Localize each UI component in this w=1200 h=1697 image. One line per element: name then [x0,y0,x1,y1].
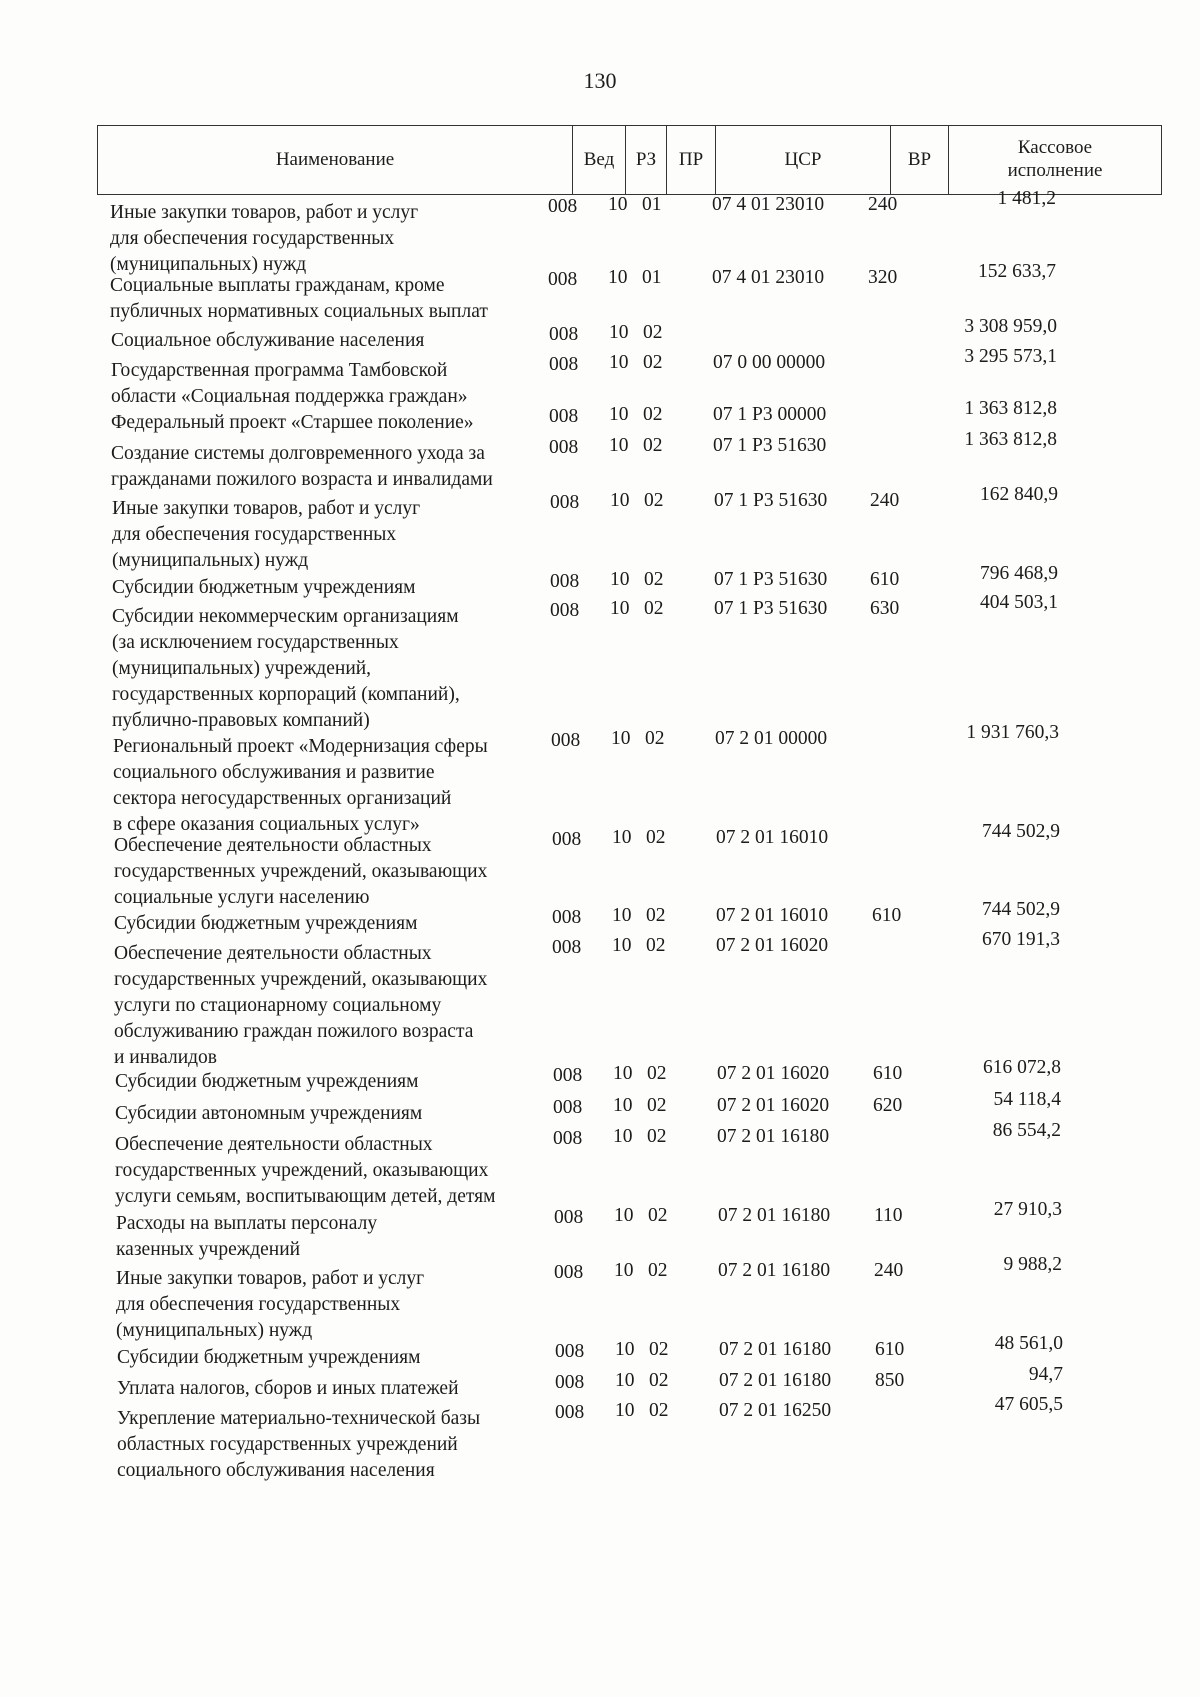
row-amount: 27 910,3 [993,1199,1062,1220]
row-amount: 3 295 573,1 [964,346,1057,367]
row-rz: 10 [615,1400,635,1421]
row-name: Социальное обслуживание населения [111,330,425,351]
row-ved: 008 [549,324,579,345]
row-name: Субсидии некоммерческим организациям (за исключением государственных (муниципальных) учреждений, государственных корпораций (компаний), публично-правовых компаний) [112,606,460,731]
row-pr: 02 [647,1095,667,1116]
row-csr: 07 2 01 16020 [716,935,829,956]
row-ved: 008 [554,1262,584,1283]
row-csr: 07 0 00 00000 [713,352,826,373]
row-ved: 008 [555,1372,585,1393]
row-rz: 10 [614,1260,634,1281]
row-name: Обеспечение деятельности областных государственных учреждений, оказывающих социальные услуги населению [114,835,488,908]
header-name: Наименование [98,126,573,194]
row-ved: 008 [552,937,582,958]
row-name: Иные закупки товаров, работ и услуг для обеспечения государственных (муниципальных) нужд [112,498,421,571]
row-pr: 02 [643,322,663,343]
row-ved: 008 [550,492,580,513]
row-csr: 07 2 01 16010 [716,905,829,926]
row-amount: 1 363 812,8 [964,398,1057,419]
row-rz: 10 [615,1339,635,1360]
row-pr: 02 [649,1370,669,1391]
header-amount: Кассовое исполнение [1007,137,1103,181]
header-csr: ЦСР [716,126,891,194]
row-vr: 320 [868,267,898,288]
row-amount: 48 561,0 [994,1333,1063,1354]
row-amount: 744 502,9 [982,821,1060,842]
row-csr: 07 2 01 16180 [717,1126,830,1147]
row-csr: 07 2 01 16180 [719,1339,832,1360]
row-ved: 008 [551,730,581,751]
row-vr: 240 [868,194,898,215]
row-name: Создание системы долговременного ухода за гражданами пожилого возраста и инвалидами [111,443,493,490]
row-name: Субсидии бюджетным учреждениям [112,577,416,598]
row-rz: 10 [609,435,629,456]
row-amount: 86 554,2 [992,1120,1061,1141]
row-csr: 07 1 Р3 51630 [714,490,828,511]
row-ved: 008 [555,1402,585,1423]
row-rz: 10 [613,1095,633,1116]
row-csr: 07 2 01 16180 [718,1260,831,1281]
row-amount: 3 308 959,0 [964,316,1057,337]
row-vr: 610 [873,1063,903,1084]
row-pr: 02 [644,490,664,511]
row-rz: 10 [615,1370,635,1391]
row-vr: 630 [870,598,900,619]
row-ved: 008 [553,1128,583,1149]
header-rz: РЗ [626,126,667,194]
row-ved: 008 [552,907,582,928]
row-rz: 10 [612,905,632,926]
row-rz: 10 [612,935,632,956]
row-amount: 796 468,9 [980,563,1058,584]
row-csr: 07 2 01 16180 [718,1205,831,1226]
row-amount: 54 118,4 [993,1089,1061,1110]
row-vr: 610 [870,569,900,590]
row-amount: 94,7 [1028,1364,1063,1385]
row-pr: 01 [642,194,662,215]
row-pr: 02 [648,1260,668,1281]
row-ved: 008 [550,600,580,621]
table-header [97,125,1162,195]
row-ved: 008 [555,1341,585,1362]
row-name: Региональный проект «Модернизация сферы социального обслуживания и развитие сектора негосударственных организаций в сфере оказания социальных услуг» [113,736,488,835]
row-amount: 616 072,8 [983,1057,1061,1078]
row-ved: 008 [549,437,579,458]
row-name: Расходы на выплаты персоналу казенных учреждений [116,1213,378,1260]
row-name: Субсидии бюджетным учреждениям [115,1071,419,1092]
row-name: Обеспечение деятельности областных государственных учреждений, оказывающих услуги по стационарному социальному обслуживанию граждан пожилого возраста и инвалидов [114,943,488,1068]
row-pr: 02 [644,598,664,619]
row-name: Субсидии бюджетным учреждениям [117,1347,421,1368]
row-pr: 02 [646,905,666,926]
row-rz: 10 [610,569,630,590]
row-vr: 610 [872,905,902,926]
row-csr: 07 1 Р3 51630 [713,435,827,456]
row-amount: 744 502,9 [982,899,1060,920]
row-vr: 620 [873,1095,903,1116]
row-name: Социальные выплаты гражданам, кроме публичных нормативных социальных выплат [110,275,488,322]
row-name: Субсидии бюджетным учреждениям [114,913,418,934]
row-rz: 10 [611,728,631,749]
row-vr: 850 [875,1370,905,1391]
row-rz: 10 [610,490,630,511]
row-rz: 10 [613,1063,633,1084]
row-csr: 07 2 01 16180 [719,1370,832,1391]
page-number: 130 [583,68,617,93]
row-pr: 02 [647,1126,667,1147]
row-csr: 07 2 01 16010 [716,827,829,848]
row-vr: 240 [870,490,900,511]
row-amount: 1 363 812,8 [964,429,1057,450]
row-amount: 9 988,2 [1003,1254,1062,1275]
row-pr: 02 [647,1063,667,1084]
row-csr: 07 1 Р3 51630 [714,598,828,619]
row-name: Федеральный проект «Старшее поколение» [111,412,474,433]
row-amount: 162 840,9 [980,484,1058,505]
row-pr: 02 [646,827,666,848]
row-amount: 1 481,2 [997,188,1056,209]
row-pr: 02 [646,935,666,956]
row-name: Субсидии автономным учреждениям [115,1103,423,1124]
header-ved: Вед [573,126,626,194]
row-csr: 07 4 01 23010 [712,194,825,215]
row-pr: 02 [643,352,663,373]
row-csr: 07 2 01 16250 [719,1400,832,1421]
row-csr: 07 1 Р3 51630 [714,569,828,590]
row-ved: 008 [553,1065,583,1086]
row-rz: 10 [610,598,630,619]
row-amount: 670 191,3 [982,929,1060,950]
row-rz: 10 [613,1126,633,1147]
row-ved: 008 [552,829,582,850]
row-pr: 02 [648,1205,668,1226]
row-name: Уплата налогов, сборов и иных платежей [117,1378,459,1399]
row-ved: 008 [554,1207,584,1228]
row-ved: 008 [548,196,578,217]
row-ved: 008 [548,269,578,290]
row-amount: 404 503,1 [980,592,1058,613]
row-csr: 07 4 01 23010 [712,267,825,288]
row-rz: 10 [609,322,629,343]
row-rz: 10 [609,352,629,373]
row-amount: 1 931 760,3 [966,722,1059,743]
header-pr: ПР [667,126,716,194]
row-vr: 240 [874,1260,904,1281]
row-ved: 008 [550,571,580,592]
row-pr: 02 [644,569,664,590]
row-name: Иные закупки товаров, работ и услуг для обеспечения государственных (муниципальных) нужд [116,1268,425,1341]
row-pr: 02 [645,728,665,749]
row-ved: 008 [553,1097,583,1118]
row-vr: 610 [875,1339,905,1360]
row-csr: 07 2 01 16020 [717,1095,830,1116]
row-pr: 02 [643,435,663,456]
row-rz: 10 [609,404,629,425]
header-vr: ВР [891,126,949,194]
row-rz: 10 [608,267,628,288]
row-name: Государственная программа Тамбовской области «Социальная поддержка граждан» [111,360,468,407]
row-vr: 110 [874,1205,903,1226]
row-csr: 07 2 01 16020 [717,1063,830,1084]
row-amount: 152 633,7 [978,261,1056,282]
row-rz: 10 [614,1205,634,1226]
row-pr: 01 [642,267,662,288]
row-rz: 10 [612,827,632,848]
row-rz: 10 [608,194,628,215]
row-ved: 008 [549,354,579,375]
row-pr: 02 [643,404,663,425]
row-pr: 02 [649,1400,669,1421]
row-name: Укрепление материально-технической базы областных государственных учреждений социального обслуживания населения [117,1408,481,1481]
row-csr: 07 1 Р3 00000 [713,404,827,425]
row-amount: 47 605,5 [994,1394,1063,1415]
row-ved: 008 [549,406,579,427]
row-name: Иные закупки товаров, работ и услуг для обеспечения государственных (муниципальных) нужд [110,202,419,275]
row-pr: 02 [649,1339,669,1360]
row-csr: 07 2 01 00000 [715,728,828,749]
row-name: Обеспечение деятельности областных государственных учреждений, оказывающих услуги семьям, воспитывающим детей, детям [115,1134,496,1207]
